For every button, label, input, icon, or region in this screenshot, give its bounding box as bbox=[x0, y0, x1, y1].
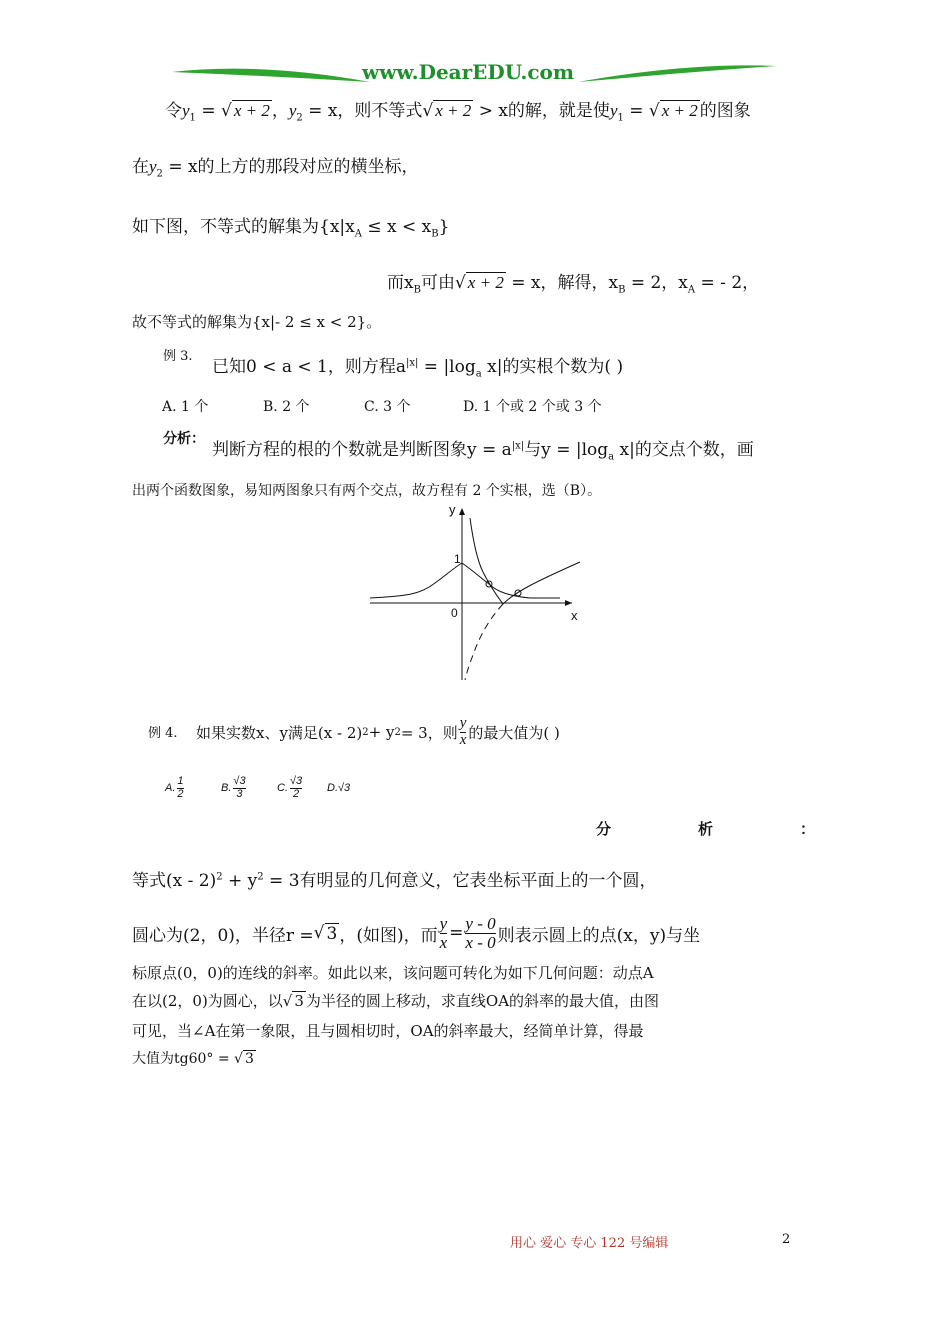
function-graph bbox=[365, 500, 590, 685]
graph-y-label: y bbox=[449, 502, 456, 517]
example-3-option-b: B. 2 个 bbox=[263, 399, 310, 415]
analysis-label: 分析： bbox=[163, 431, 205, 447]
footer-text: 用心 爱心 专心 122 号编辑 bbox=[510, 1236, 669, 1251]
option-c: C. $\frac{√3}{2}$ bbox=[277, 774, 303, 800]
example-4-question: 如果实数x、y满足(x - 2) 2 + y 2 = 3，则 $\frac{y}{x}$ 的最大值为( ) bbox=[196, 714, 560, 748]
option-d: D.√3 bbox=[327, 782, 351, 794]
text-line-2: 在$y_2 = x$的上方的那段对应的横坐标， bbox=[132, 157, 419, 180]
page-number: 2 bbox=[782, 1232, 791, 1247]
example-3-option-c: C. 3 个 bbox=[364, 399, 411, 415]
analysis-heading-3: ： bbox=[800, 820, 816, 838]
example-3-option-a: A. 1 个 bbox=[162, 399, 209, 415]
text-line-1: 令$y_1$ = √ x + 2 ，$y_2 = x$，则不等式√ x + 2 > x的解，就是使$y_1$ = √ x + 2 的图象 bbox=[165, 101, 751, 124]
text-line-5: 故不等式的解集为{x|- 2 ≤ x < 2}。 bbox=[132, 313, 382, 331]
example-4-options bbox=[165, 768, 350, 808]
example-4-paragraph-4: 在以(2，0)为圆心，以√ 3 为半径的圆上移动，求直线OA的斜率的最大值，由图 bbox=[132, 992, 660, 1010]
example-4-paragraph-3: 标原点(0，0)的连线的斜率。如此以来，该问题可转化为如下几何问题：动点A bbox=[132, 964, 654, 982]
option-a: A. $\frac{1}{2}$ bbox=[165, 774, 184, 800]
example-3-analysis-line-2: 出两个函数图象，易知两图象只有两个交点，故方程有 2 个实根，选（B）。 bbox=[132, 483, 602, 499]
graph-one-label: 1 bbox=[454, 552, 461, 566]
logo-text: www.DearEDU.com bbox=[362, 60, 575, 84]
text-line-4: 而$x_B$可由√ x + 2 = x，解得，$x_B = 2$，$x_A$ = - 2， bbox=[387, 273, 760, 296]
example-4-paragraph-6: 大值为tg60° = √ 3 bbox=[132, 1051, 254, 1067]
analysis-heading-1: 分 bbox=[596, 820, 612, 838]
example-4-paragraph-5: 可见，当∠A在第一象限，且与圆相切时，OA的斜率最大，经简单计算，得最 bbox=[132, 1022, 644, 1040]
example-4-label: 例 4. bbox=[148, 726, 178, 741]
option-b: B. $\frac{√3}{3}$ bbox=[221, 774, 246, 800]
analysis-heading-2: 析 bbox=[698, 820, 714, 838]
text-line-3: 如下图，不等式的解集为$\{x|x_A \le x < x_B\}$ bbox=[132, 217, 450, 240]
header-logo bbox=[170, 56, 780, 90]
example-3-option-d: D. 1 个或 2 个或 3 个 bbox=[463, 399, 602, 415]
example-4-paragraph-2: 圆心为(2，0)，半径r = √ 3 ，(如图)，而 $\frac{y}{x}$ = $\frac{y - 0}{x - 0}$ 则表示圆上的点(x，y)与坐 bbox=[132, 913, 701, 952]
example-3-analysis-line-1: 判断方程的根的个数就是判断图象$y = a^{|x|}$与$y = |\log_a$ x|的交点个数，画 bbox=[212, 440, 754, 463]
example-3-label: 例 3. bbox=[163, 349, 193, 364]
example-3-question: 已知0 < a < 1，则方程$a^{|x|} = |\log_a$ x|的实根个数为( ) bbox=[212, 357, 624, 380]
example-4-paragraph-1: 等式$(x - 2)^2 + y^2 = 3$有明显的几何意义，它表坐标平面上的一个圆， bbox=[132, 871, 657, 891]
graph-x-label: x bbox=[571, 608, 578, 623]
graph-origin-label: 0 bbox=[451, 606, 458, 620]
